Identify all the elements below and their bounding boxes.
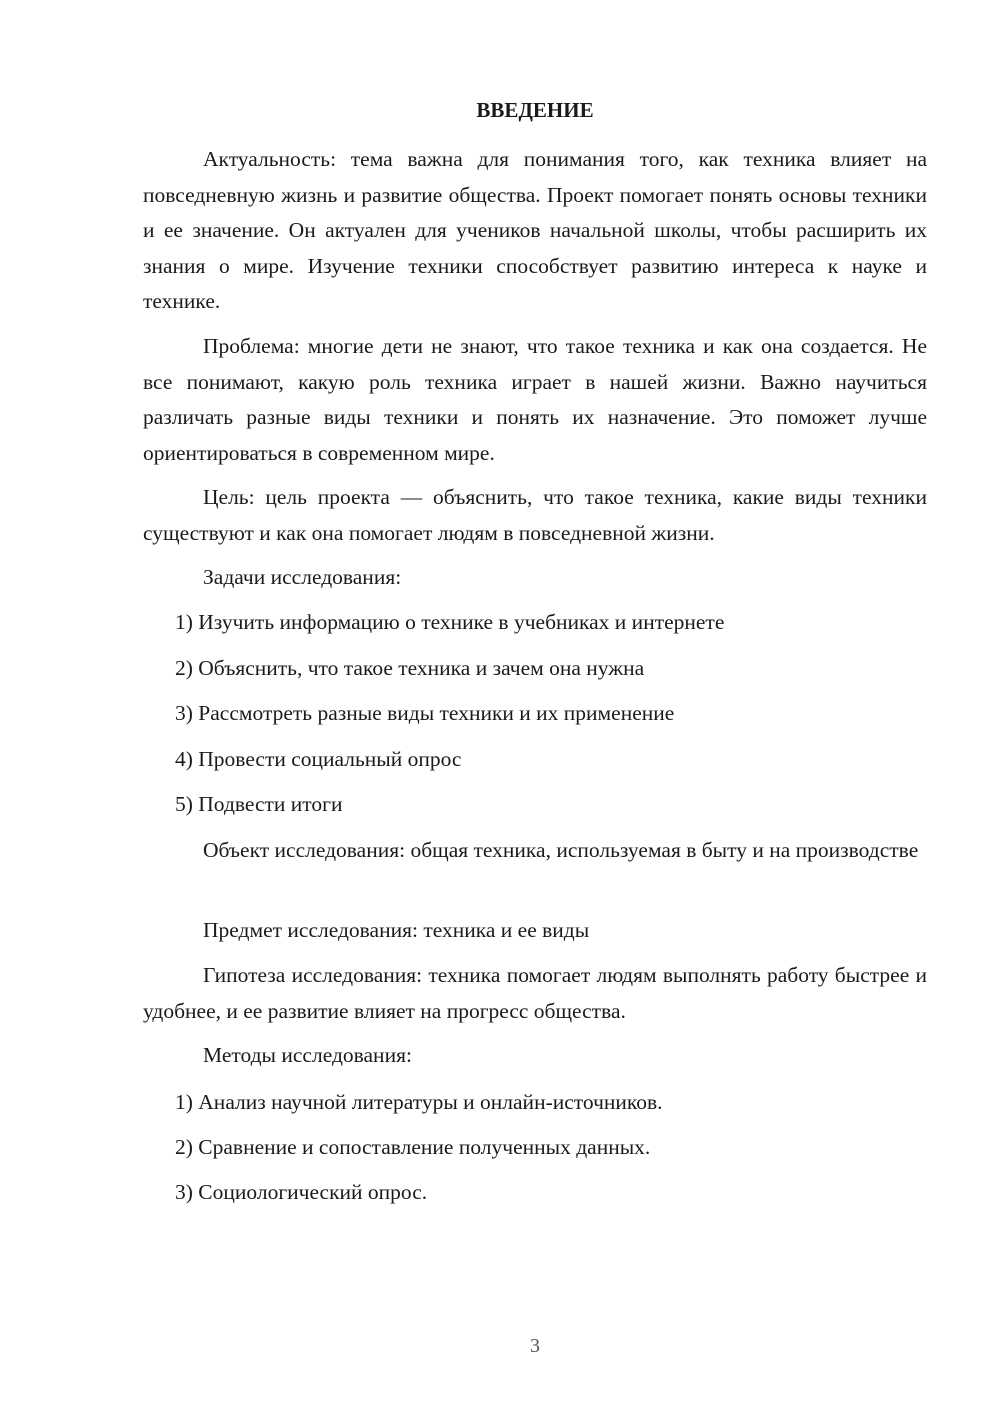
methods-heading: Методы исследования: — [203, 1043, 412, 1067]
method-item: 1) Анализ научной литературы и онлайн-источников. — [175, 1090, 663, 1114]
task-item: 3) Рассмотреть разные виды техники и их применение — [175, 701, 675, 725]
document-page — [143, 0, 927, 1414]
problem-paragraph: Проблема: многие дети не знают, что такое техника и как она создается. Не все понимают, какую роль техника играет в нашей жизни. Важно научиться различать разные виды техники и понять их назначение. Это поможет лучше ориентироваться в современном мире. — [143, 334, 927, 465]
task-item: 4) Провести социальный опрос — [175, 747, 462, 771]
goal-paragraph: Цель: цель проекта — объяснить, что такое техника, какие виды техники существуют и как она помогает людям в повседневной жизни. — [143, 485, 927, 545]
object-paragraph: Объект исследования: общая техника, используемая в быту и на производстве — [203, 838, 919, 862]
task-item: 2) Объяснить, что такое техника и зачем она нужна — [175, 656, 645, 680]
section-title: ВВЕДЕНИЕ — [476, 98, 594, 122]
method-item: 3) Социологический опрос. — [175, 1180, 428, 1204]
task-item: 5) Подвести итоги — [175, 792, 343, 816]
page-number: 3 — [530, 1335, 540, 1357]
tasks-heading: Задачи исследования: — [203, 565, 402, 589]
task-item: 1) Изучить информацию о технике в учебниках и интернете — [175, 610, 725, 634]
relevance-paragraph: Актуальность: тема важна для понимания того, как техника влияет на повседневную жизнь и развитие общества. Проект помогает понять основы техники и ее значение. Он актуален для учеников начальной школы, чтобы расширить их знания о мире. Изучение техники способствует развитию интереса к науке и технике. — [143, 147, 927, 313]
subject-paragraph: Предмет исследования: техника и ее виды — [203, 918, 590, 942]
hypothesis-paragraph: Гипотеза исследования: техника помогает людям выполнять работу быстрее и удобнее, и ее развитие влияет на прогресс общества. — [143, 963, 927, 1023]
method-item: 2) Сравнение и сопоставление полученных данных. — [175, 1135, 651, 1159]
